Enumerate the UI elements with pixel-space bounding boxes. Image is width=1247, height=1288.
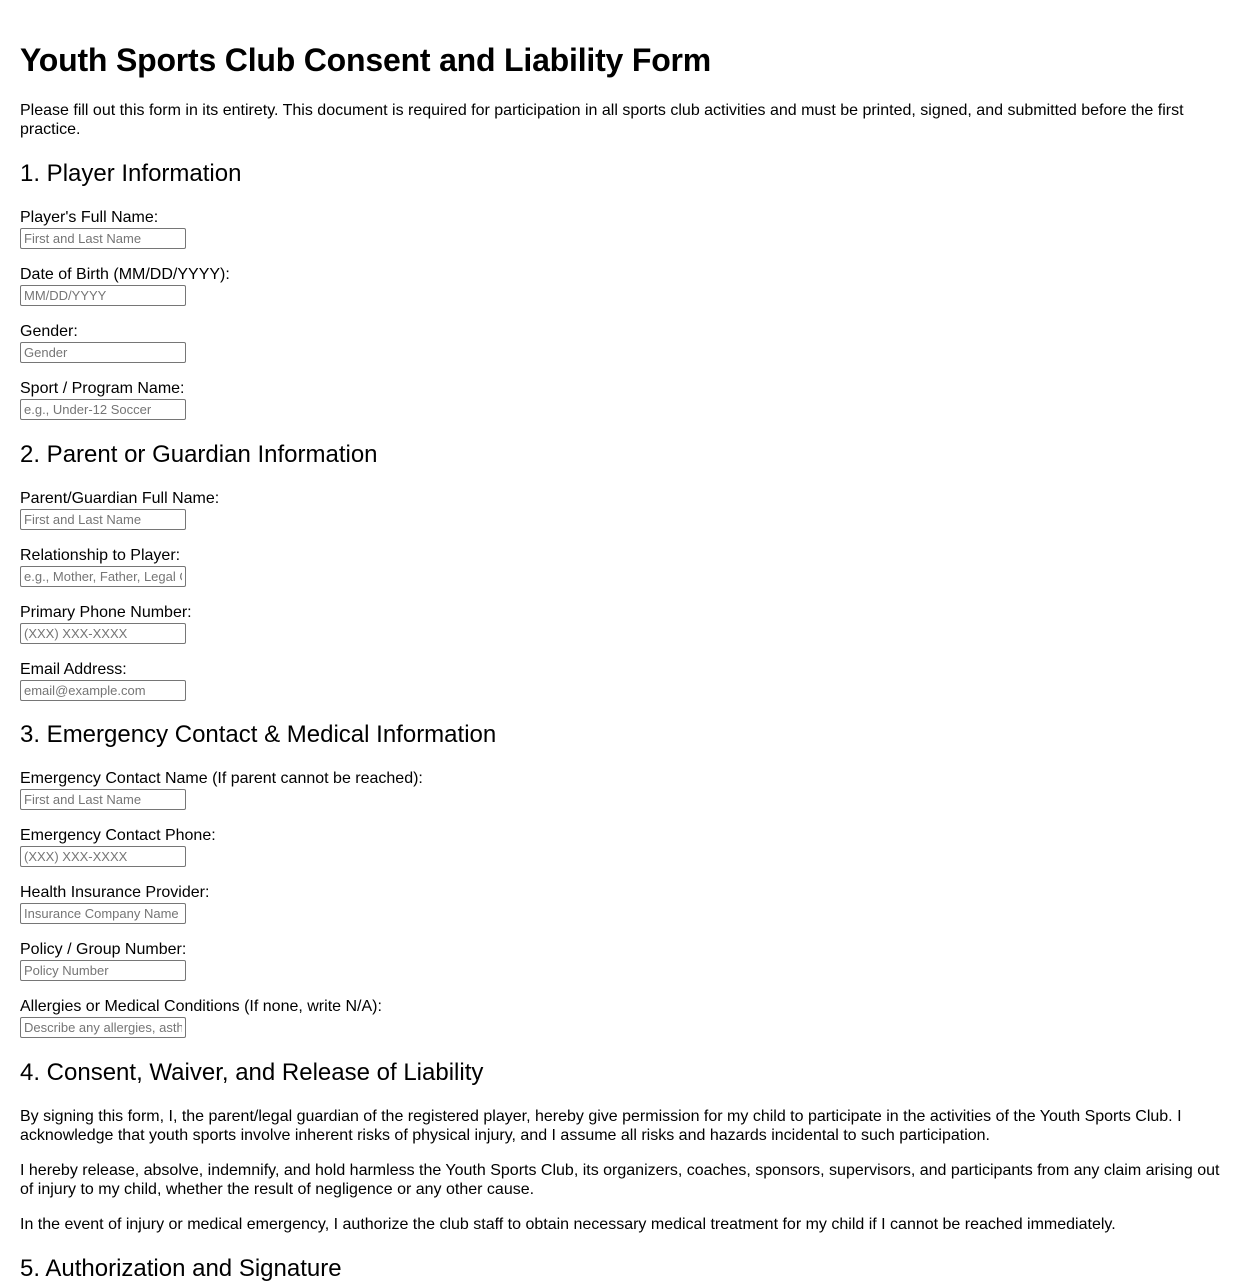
allergies-input[interactable]	[20, 1017, 186, 1038]
player-name-label: Player's Full Name:	[20, 209, 159, 226]
gender-field	[20, 322, 186, 363]
primary-phone-field	[20, 603, 192, 644]
email-input[interactable]	[20, 680, 186, 701]
guardian-name-field	[20, 489, 219, 530]
insurance-provider-label: Health Insurance Provider:	[20, 884, 210, 901]
insurance-provider-field	[20, 883, 209, 924]
consent-paragraph-3: In the event of injury or medical emergency, I authorize the club staff to obtain necessary medical treatment for my child if I cannot be reached immediately.	[20, 1216, 1116, 1233]
section-title-signature: 5. Authorization and Signature	[20, 1255, 342, 1282]
intro-text: Please fill out this form in its entirety. This document is required for participation in all sports club activities and must be printed, signed, and submitted before the first practice.	[20, 102, 1184, 138]
policy-number-label: Policy / Group Number:	[20, 941, 187, 958]
relationship-field	[20, 546, 186, 587]
policy-number-field	[20, 940, 186, 981]
dob-input[interactable]	[20, 285, 186, 306]
policy-number-input[interactable]	[20, 960, 186, 981]
section-title-guardian: 2. Parent or Guardian Information	[20, 441, 378, 468]
gender-label: Gender:	[20, 323, 78, 340]
guardian-name-input[interactable]	[20, 509, 186, 530]
allergies-label: Allergies or Medical Conditions (If none, write N/A):	[20, 998, 382, 1015]
section-title-player: 1. Player Information	[20, 160, 242, 187]
allergies-field	[20, 997, 382, 1038]
gender-input[interactable]	[20, 342, 186, 363]
section-title-emergency: 3. Emergency Contact & Medical Information	[20, 721, 497, 748]
guardian-name-label: Parent/Guardian Full Name:	[20, 490, 220, 507]
dob-label: Date of Birth (MM/DD/YYYY):	[20, 266, 230, 283]
email-field	[20, 660, 186, 701]
primary-phone-input[interactable]	[20, 623, 186, 644]
consent-paragraph-2: I hereby release, absolve, indemnify, and hold harmless the Youth Sports Club, its organizers, coaches, sponsors, supervisors, and participants from any claim arising out of injury to my child, whether the result of negligence or any other cause.	[20, 1162, 1220, 1198]
primary-phone-label: Primary Phone Number:	[20, 604, 192, 621]
email-label: Email Address:	[20, 661, 127, 678]
player-name-input[interactable]	[20, 228, 186, 249]
section-title-consent: 4. Consent, Waiver, and Release of Liability	[20, 1059, 484, 1086]
dob-field	[20, 265, 230, 306]
program-label: Sport / Program Name:	[20, 380, 185, 397]
emergency-name-input[interactable]	[20, 789, 186, 810]
page-title: Youth Sports Club Consent and Liability Form	[20, 42, 712, 78]
relationship-input[interactable]	[20, 566, 186, 587]
insurance-provider-input[interactable]	[20, 903, 186, 924]
relationship-label: Relationship to Player:	[20, 547, 181, 564]
program-field	[20, 379, 186, 420]
player-name-field	[20, 208, 186, 249]
consent-paragraph-1: By signing this form, I, the parent/legal guardian of the registered player, hereby give permission for my child to participate in the activities of the Youth Sports Club. I acknowledge that youth sports involve inherent risks of physical injury, and I assume all risks and hazards incidental to such participation.	[20, 1108, 1182, 1144]
program-input[interactable]	[20, 399, 186, 420]
emergency-phone-field	[20, 826, 216, 867]
emergency-phone-label: Emergency Contact Phone:	[20, 827, 216, 844]
emergency-name-label: Emergency Contact Name (If parent cannot be reached):	[20, 770, 423, 787]
emergency-name-field	[20, 769, 423, 810]
emergency-phone-input[interactable]	[20, 846, 186, 867]
